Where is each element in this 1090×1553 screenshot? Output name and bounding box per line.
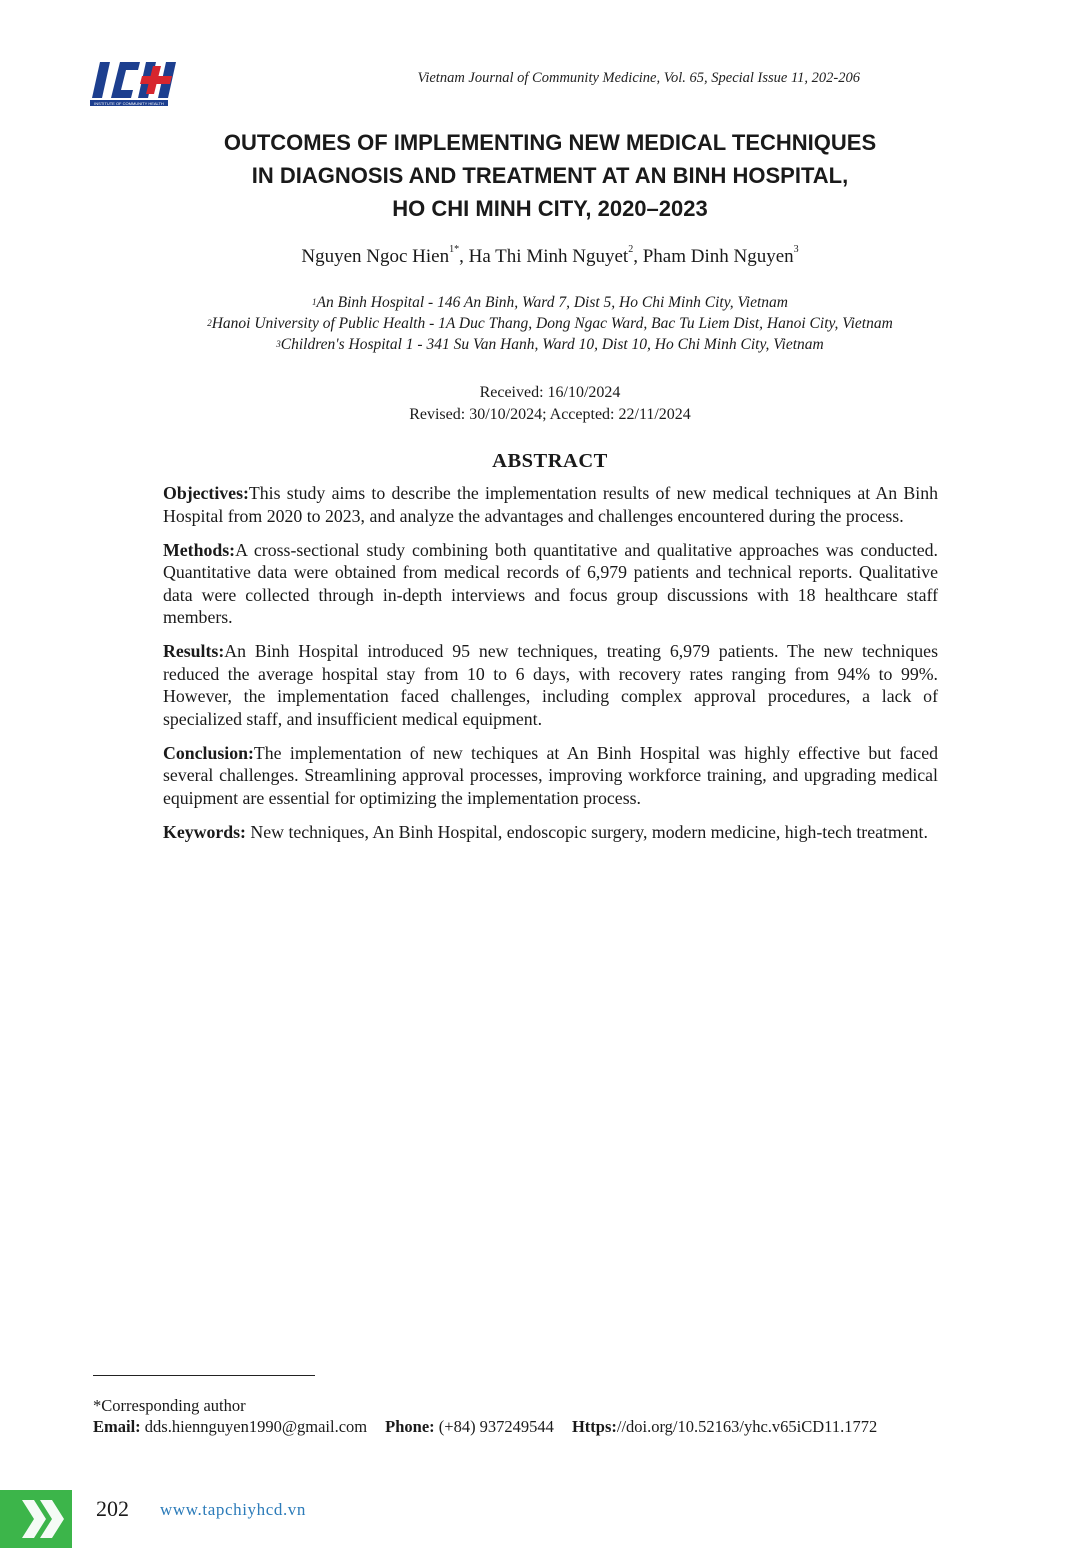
phone-number: (+84) 937249544 bbox=[434, 1417, 554, 1436]
affiliation: $^3$Children's Hospital 1 - 341 Su Van Hanh, Ward 10, Dist 10, Ho Chi Minh City, Vietnam bbox=[276, 336, 824, 353]
author-name: Nguyen Ngoc Hien bbox=[301, 246, 450, 267]
double-chevron-icon bbox=[0, 1490, 72, 1548]
author-sup: 2 bbox=[628, 244, 634, 255]
abstract-body bbox=[163, 482, 938, 855]
corresponding-author-note: *Corresponding author bbox=[93, 1396, 246, 1415]
contact-line: Email: dds.hiennguyen1990@gmail.com Phone: (+84) 937249544 Https://doi.org/10.52163/yhc.v65iCD11.1772 bbox=[93, 1417, 878, 1436]
affiliation: $^2$Hanoi University of Public Health - 1A Duc Thang, Dong Ngac Ward, Bac Tu Liem Dist, Hanoi City, Vietnam bbox=[207, 315, 893, 332]
paper-title bbox=[120, 126, 980, 225]
author-name: Pham Dinh Nguyen bbox=[642, 246, 794, 267]
journal-logo bbox=[90, 60, 178, 110]
affiliation: $^1$An Binh Hospital - 146 An Binh, Ward 7, Dist 5, Ho Chi Minh City, Vietnam bbox=[312, 294, 788, 311]
author-name: Ha Thi Minh Nguyet bbox=[468, 246, 629, 267]
abstract-objectives: Objectives:This study aims to describe the implementation results of new medical techniques at An Binh Hospital from 2020 to 2023, and analyze the advantages and challenges encountered during the process. bbox=[163, 483, 938, 526]
ich-logo-mark bbox=[90, 60, 178, 110]
footnote-divider bbox=[93, 1375, 315, 1376]
abstract-heading: ABSTRACT bbox=[492, 450, 608, 472]
title-line: OUTCOMES OF IMPLEMENTING NEW MEDICAL TECHNIQUES bbox=[223, 130, 877, 155]
page-tab-marker bbox=[0, 1490, 72, 1548]
author-list: Nguyen Ngoc Hien$^{1*}$, Ha Thi Minh Nguyet$^2$, Pham Dinh Nguyen$^3$ bbox=[301, 244, 799, 267]
abstract-methods: Methods:A cross-sectional study combining both quantitative and qualitative approaches was conducted. Quantitative data were obtained from medical records of 6,979 patients and technical reports. Qualitative data were collected through in-depth interviews and focus group discussions with 18 healthcare staff members. bbox=[163, 539, 938, 627]
abstract-conclusion: Conclusion:The implementation of new techiques at An Binh Hospital was highly effective but faced several challenges. Streamlining approval processes, improving workforce training, and upgrading medical equipment are essential for optimizing the implementation process. bbox=[163, 742, 938, 808]
revised-accepted-date: Revised: 30/10/2024; Accepted: 22/11/2024 bbox=[409, 406, 691, 423]
doi-link[interactable]: //doi.org/10.52163/yhc.v65iCD11.1772 bbox=[616, 1417, 878, 1436]
received-date: Received: 16/10/2024 bbox=[479, 384, 621, 401]
author-sup: 1* bbox=[449, 244, 460, 255]
title-line: IN DIAGNOSIS AND TREATMENT AT AN BINH HOSPITAL, bbox=[251, 163, 849, 188]
submission-dates bbox=[300, 382, 800, 426]
email-address[interactable]: dds.hiennguyen1990@gmail.com bbox=[140, 1417, 368, 1436]
author-sup: 3 bbox=[793, 244, 799, 255]
website-link[interactable]: www.tapchiyhcd.vn bbox=[160, 1500, 307, 1519]
journal-citation: Vietnam Journal of Community Medicine, Vol. 65, Special Issue 11, 202-206 bbox=[417, 70, 860, 86]
title-line: HO CHI MINH CITY, 2020–2023 bbox=[392, 196, 708, 221]
abstract-keywords: Keywords: New techniques, An Binh Hospital, endoscopic surgery, modern medicine, high-tech treatment. bbox=[163, 821, 928, 842]
abstract-results: Results:An Binh Hospital introduced 95 new techniques, treating 6,979 patients. The new techniques reduced the average hospital stay from 10 to 6 days, with recovery rates ranging from 94% to 99%. However, the implementation faced challenges, including complex approval procedures, a lack of specialized staff, and insufficient medical equipment. bbox=[163, 641, 938, 729]
logo-subtext: INSTITUTE OF COMMUNITY HEALTH bbox=[94, 101, 164, 106]
affiliations bbox=[100, 292, 1000, 355]
page-number: 202 bbox=[96, 1496, 129, 1521]
